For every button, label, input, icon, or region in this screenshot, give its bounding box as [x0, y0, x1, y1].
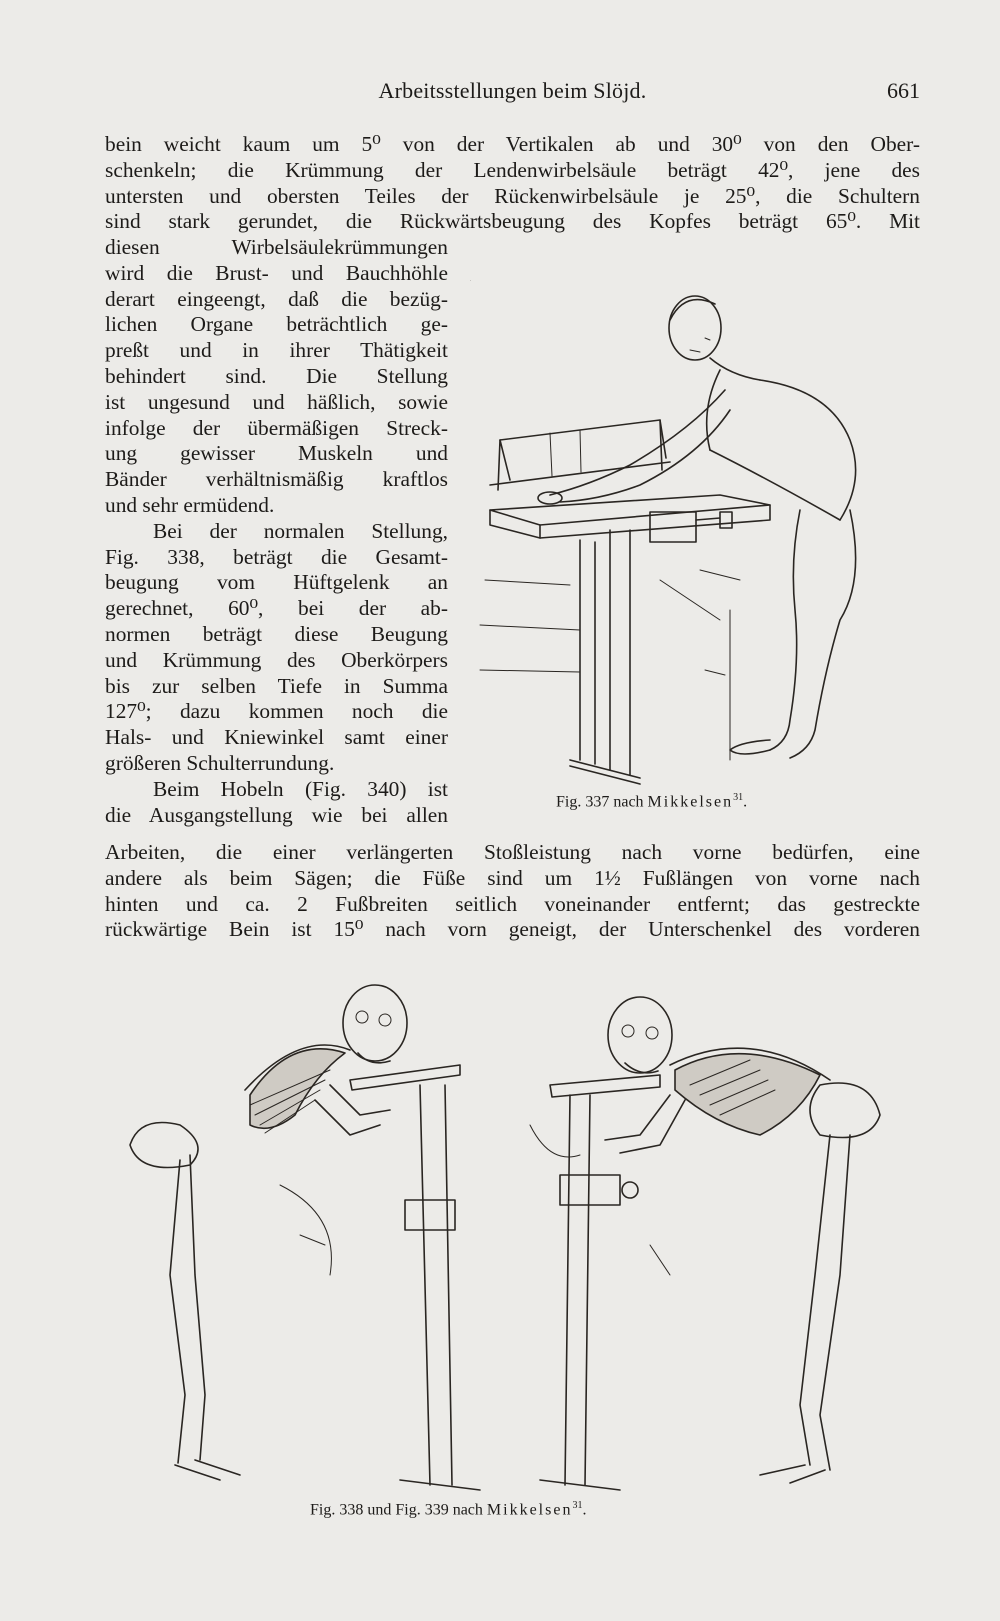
text-line: bis zur selben Tiefe in Summa	[105, 673, 448, 698]
text-line: lichen Organe beträchtlich ge-	[105, 312, 448, 337]
text-line: Bänder verhältnismäßig kraftlos	[105, 467, 448, 492]
text-line: gerechnet, 60⁰, bei der ab-	[105, 596, 448, 621]
text-line: und Krümmung des Oberkörpers	[105, 647, 448, 672]
text-line: Arbeiten, die einer verlängerten Stoßleistung nach vorne bedürfen, eine	[105, 840, 920, 864]
caption-prefix: Fig. 338 und Fig. 339 nach	[310, 1501, 487, 1519]
figure-337-illustration	[470, 280, 930, 790]
text-line: Beim Hobeln (Fig. 340) ist	[153, 776, 448, 801]
text-line: behindert sind. Die Stellung	[105, 363, 448, 388]
text-line: preßt und in ihrer Thätigkeit	[105, 338, 448, 363]
paragraph-bottom	[105, 840, 920, 943]
text-line: diesen Wirbelsäulekrümmungen	[105, 235, 448, 259]
text-line: wird die Brust- und Bauchhöhle	[105, 260, 448, 285]
paragraph-top	[105, 132, 920, 235]
text-line: Hals- und Kniewinkel samt einer	[105, 725, 448, 750]
running-head	[105, 78, 920, 108]
running-head-title: Arbeitsstellungen beim Slöjd.	[378, 78, 647, 103]
text-line: infolge der übermäßigen Streck-	[105, 415, 448, 440]
text-line: beugung vom Hüftgelenk an	[105, 570, 448, 595]
caption-reference: 31	[733, 792, 744, 803]
text-line: schenkeln; die Krümmung der Lendenwirbelsäule beträgt 42⁰, jene des	[105, 157, 920, 182]
caption-author: Mikkelsen	[486, 1501, 573, 1519]
text-line: Fig. 338, beträgt die Gesamt-	[105, 544, 448, 569]
caption-prefix: Fig. 337 nach	[556, 793, 648, 811]
caption-author: Mikkelsen	[647, 793, 734, 811]
text-line: derart eingeengt, daß die bezüg-	[105, 286, 448, 311]
text-line: rückwärtige Bein ist 15⁰ nach vorn geneigt, der Unterschenkel des vorderen	[105, 917, 920, 942]
text-line: 127⁰; dazu kommen noch die	[105, 699, 448, 724]
text-line: sind stark gerundet, die Rückwärtsbeugung des Kopfes beträgt 65⁰. Mit	[105, 209, 920, 234]
text-line: andere als beim Sägen; die Füße sind um 1½ Fußlängen von vorne nach	[105, 865, 920, 890]
text-line: Bei der normalen Stellung,	[153, 518, 448, 543]
text-line: ist ungesund und häßlich, sowie	[105, 389, 448, 414]
caption-reference: 31	[572, 1500, 583, 1511]
text-line: größeren Schulterrundung.	[105, 750, 335, 775]
figure-337-caption: Fig. 337 nach Mikkelsen$^{31}$.	[556, 792, 748, 811]
text-line: normen beträgt diese Beugung	[105, 621, 448, 646]
text-line: die Ausgangstellung wie bei allen	[105, 802, 448, 827]
figure-338-339-caption: Fig. 338 und Fig. 339 nach Mikkelsen$^{31}$.	[310, 1500, 587, 1519]
text-line: ung gewisser Muskeln und	[105, 441, 448, 466]
paragraph-narrow-column	[105, 235, 448, 828]
page-number: 661	[887, 78, 920, 103]
figure-338-339-illustration	[100, 975, 900, 1500]
text-line: bein weicht kaum um 5⁰ von der Vertikalen ab und 30⁰ von den Ober-	[105, 132, 920, 156]
text-line: untersten und obersten Teiles der Rückenwirbelsäule je 25⁰, die Schultern	[105, 183, 920, 208]
text-line: hinten und ca. 2 Fußbreiten seitlich voneinander entfernt; das gestreckte	[105, 891, 920, 916]
text-line: und sehr ermüdend.	[105, 492, 275, 517]
